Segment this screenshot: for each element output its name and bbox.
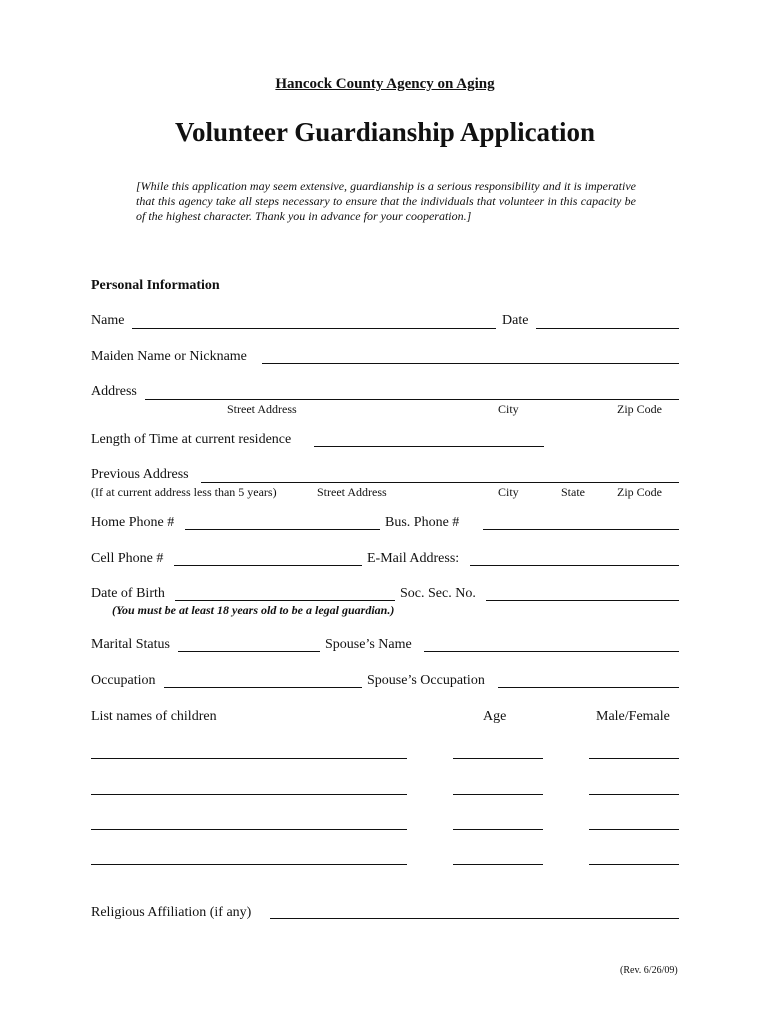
religion-label: Religious Affiliation (if any) <box>91 905 252 920</box>
ssn-label: Soc. Sec. No. <box>400 586 476 601</box>
dob-field[interactable] <box>175 600 395 601</box>
email-label: E-Mail Address: <box>367 551 460 566</box>
child-age-field[interactable] <box>453 758 543 759</box>
city-caption: City <box>498 402 519 416</box>
child-gender-field[interactable] <box>589 794 679 795</box>
prev-city-caption: City <box>498 485 519 499</box>
home-phone-field[interactable] <box>185 529 380 530</box>
name-label: Name <box>91 313 125 328</box>
children-label: List names of children <box>91 709 217 724</box>
cell-phone-field[interactable] <box>174 565 362 566</box>
spouse-name-label: Spouse’s Name <box>325 637 412 652</box>
occupation-field[interactable] <box>164 687 362 688</box>
cell-phone-label: Cell Phone # <box>91 551 164 566</box>
child-gender-field[interactable] <box>589 829 679 830</box>
child-gender-field[interactable] <box>589 864 679 865</box>
marital-status-field[interactable] <box>178 651 320 652</box>
email-field[interactable] <box>470 565 679 566</box>
address-label: Address <box>91 384 137 399</box>
prev-zip-code-caption: Zip Code <box>617 485 662 499</box>
bus-phone-label: Bus. Phone # <box>385 515 460 530</box>
previous-address-note: (If at current address less than 5 years) <box>91 485 277 499</box>
previous-address-label: Previous Address <box>91 467 189 482</box>
ssn-field[interactable] <box>486 600 679 601</box>
child-gender-field[interactable] <box>589 758 679 759</box>
previous-address-field[interactable] <box>201 482 679 483</box>
home-phone-label: Home Phone # <box>91 515 175 530</box>
address-field[interactable] <box>145 399 679 400</box>
section-heading-personal-information: Personal Information <box>91 278 220 293</box>
intro-text: [While this application may seem extensive, guardianship is a serious responsibility and it is imperative that this agency take all steps necessary to ensure that the individuals that volunteer in this capacity be of the highest character. Thank you in advance for your cooperation.] <box>136 179 636 223</box>
date-label: Date <box>502 313 529 328</box>
name-field[interactable] <box>132 328 496 329</box>
age-column-label: Age <box>483 709 507 724</box>
child-age-field[interactable] <box>453 794 543 795</box>
religion-field[interactable] <box>270 918 679 919</box>
maiden-name-field[interactable] <box>262 363 679 364</box>
agency-name: Hancock County Agency on Aging <box>275 76 495 92</box>
gender-column-label: Male/Female <box>596 709 670 724</box>
revision-note: (Rev. 6/26/09) <box>620 965 678 976</box>
street-address-caption: Street Address <box>227 402 297 416</box>
bus-phone-field[interactable] <box>483 529 679 530</box>
occupation-label: Occupation <box>91 673 156 688</box>
dob-label: Date of Birth <box>91 586 165 601</box>
child-name-field[interactable] <box>91 829 407 830</box>
child-age-field[interactable] <box>453 864 543 865</box>
length-of-time-field[interactable] <box>314 446 544 447</box>
child-name-field[interactable] <box>91 864 407 865</box>
child-age-field[interactable] <box>453 829 543 830</box>
child-name-field[interactable] <box>91 758 407 759</box>
age-requirement-note: (You must be at least 18 years old to be a legal guardian.) <box>112 603 395 617</box>
marital-status-label: Marital Status <box>91 637 170 652</box>
zip-code-caption: Zip Code <box>617 402 662 416</box>
spouse-name-field[interactable] <box>424 651 679 652</box>
spouse-occupation-label: Spouse’s Occupation <box>367 673 485 688</box>
prev-state-caption: State <box>561 485 585 499</box>
maiden-name-label: Maiden Name or Nickname <box>91 349 247 364</box>
child-name-field[interactable] <box>91 794 407 795</box>
form-title: Volunteer Guardianship Application <box>174 117 596 147</box>
spouse-occupation-field[interactable] <box>498 687 679 688</box>
prev-street-address-caption: Street Address <box>317 485 387 499</box>
length-of-time-label: Length of Time at current residence <box>91 432 292 447</box>
date-field[interactable] <box>536 328 679 329</box>
